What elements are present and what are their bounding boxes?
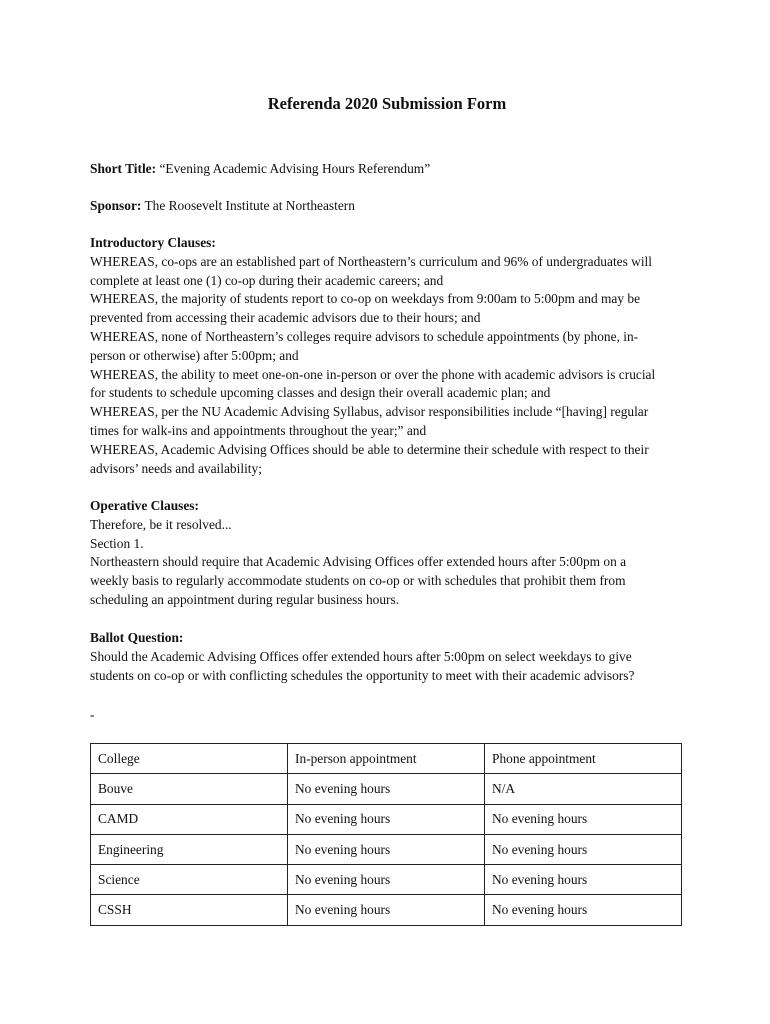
table-cell: No evening hours xyxy=(288,804,485,834)
ballot-question-line: Should the Academic Advising Offices offer extended hours after 5:00pm on select weekdays to give xyxy=(90,648,632,664)
table-cell: No evening hours xyxy=(288,834,485,864)
operative-clause-line: Section 1. xyxy=(90,535,144,551)
introductory-clause-line: WHEREAS, co-ops are an established part of Northeastern’s curriculum and 96% of undergraduates will xyxy=(90,253,652,269)
table-cell: No evening hours xyxy=(288,895,485,925)
college-hours-table xyxy=(90,743,682,926)
table-row xyxy=(91,865,682,895)
introductory-clause-line: prevented from accessing their academic advisors due to their hours; and xyxy=(90,310,481,326)
table-cell: N/A xyxy=(485,774,682,804)
table-row xyxy=(91,774,682,804)
introductory-clauses-heading: Introductory Clauses: xyxy=(90,235,216,250)
page-title: Referenda 2020 Submission Form xyxy=(267,94,507,113)
operative-clause-line: Therefore, be it resolved... xyxy=(90,516,232,532)
introductory-clause-line: for students to schedule upcoming classes and design their overall academic plan; and xyxy=(90,385,551,401)
table-cell: Bouve xyxy=(91,774,288,804)
introductory-clause-line: WHEREAS, per the NU Academic Advising Syllabus, advisor responsibilities include “[having] regular xyxy=(90,404,649,420)
sponsor-label: Sponsor: xyxy=(90,198,142,213)
ballot-question-heading: Ballot Question: xyxy=(90,630,184,645)
table-row xyxy=(91,895,682,925)
table-cell: CSSH xyxy=(91,895,288,925)
table-cell: No evening hours xyxy=(288,865,485,895)
short-title-value: “Evening Academic Advising Hours Referendum” xyxy=(156,161,431,176)
introductory-clause-line: WHEREAS, the ability to meet one-on-one in-person or over the phone with academic advisors is crucial xyxy=(90,366,656,382)
table-header-cell: Phone appointment xyxy=(485,744,682,774)
introductory-clause-line: WHEREAS, Academic Advising Offices should be able to determine their schedule with respect to their xyxy=(90,441,649,457)
table-cell: No evening hours xyxy=(485,895,682,925)
operative-clauses-heading: Operative Clauses: xyxy=(90,498,199,513)
table-header-row xyxy=(91,744,682,774)
short-title-label: Short Title: xyxy=(90,161,157,176)
table-header-cell: In-person appointment xyxy=(288,744,485,774)
table-cell: CAMD xyxy=(91,804,288,834)
operative-clause-line: weekly basis to regularly accommodate students on co-op or with schedules that prohibit them from xyxy=(90,573,626,589)
introductory-clause-line: times for walk-ins and appointments throughout the year;” and xyxy=(90,422,427,438)
ballot-question-line: students on co-op or with conflicting schedules the opportunity to meet with their academic advisors? xyxy=(90,667,635,683)
table-cell: No evening hours xyxy=(485,834,682,864)
table-row xyxy=(91,804,682,834)
introductory-clause-line: WHEREAS, the majority of students report to co-op on weekdays from 9:00am to 5:00pm and may be xyxy=(90,291,641,307)
table-cell: Engineering xyxy=(91,834,288,864)
table-cell: No evening hours xyxy=(288,774,485,804)
table-cell: No evening hours xyxy=(485,865,682,895)
operative-clause-line: scheduling an appointment during regular business hours. xyxy=(90,591,400,607)
separator-dash: - xyxy=(90,707,95,722)
short-title-field xyxy=(90,160,684,179)
operative-clauses-section xyxy=(90,497,684,610)
table-cell: No evening hours xyxy=(485,804,682,834)
operative-clause-line: Northeastern should require that Academic Advising Offices offer extended hours after 5:00pm on a xyxy=(90,554,627,570)
introductory-clause-line: person or otherwise) after 5:00pm; and xyxy=(90,347,299,363)
ballot-question-section xyxy=(90,629,684,685)
introductory-clause-line: WHEREAS, none of Northeastern’s colleges require advisors to schedule appointments (by phone, in- xyxy=(90,328,639,344)
sponsor-field xyxy=(90,197,684,216)
table-header-cell: College xyxy=(91,744,288,774)
table-cell: Science xyxy=(91,865,288,895)
introductory-clause-line: complete at least one (1) co-op during their academic careers; and xyxy=(90,272,444,288)
introductory-clauses-section xyxy=(90,234,684,478)
table-row xyxy=(91,834,682,864)
sponsor-value: The Roosevelt Institute at Northeastern xyxy=(141,198,355,213)
introductory-clause-line: advisors’ needs and availability; xyxy=(90,460,262,476)
